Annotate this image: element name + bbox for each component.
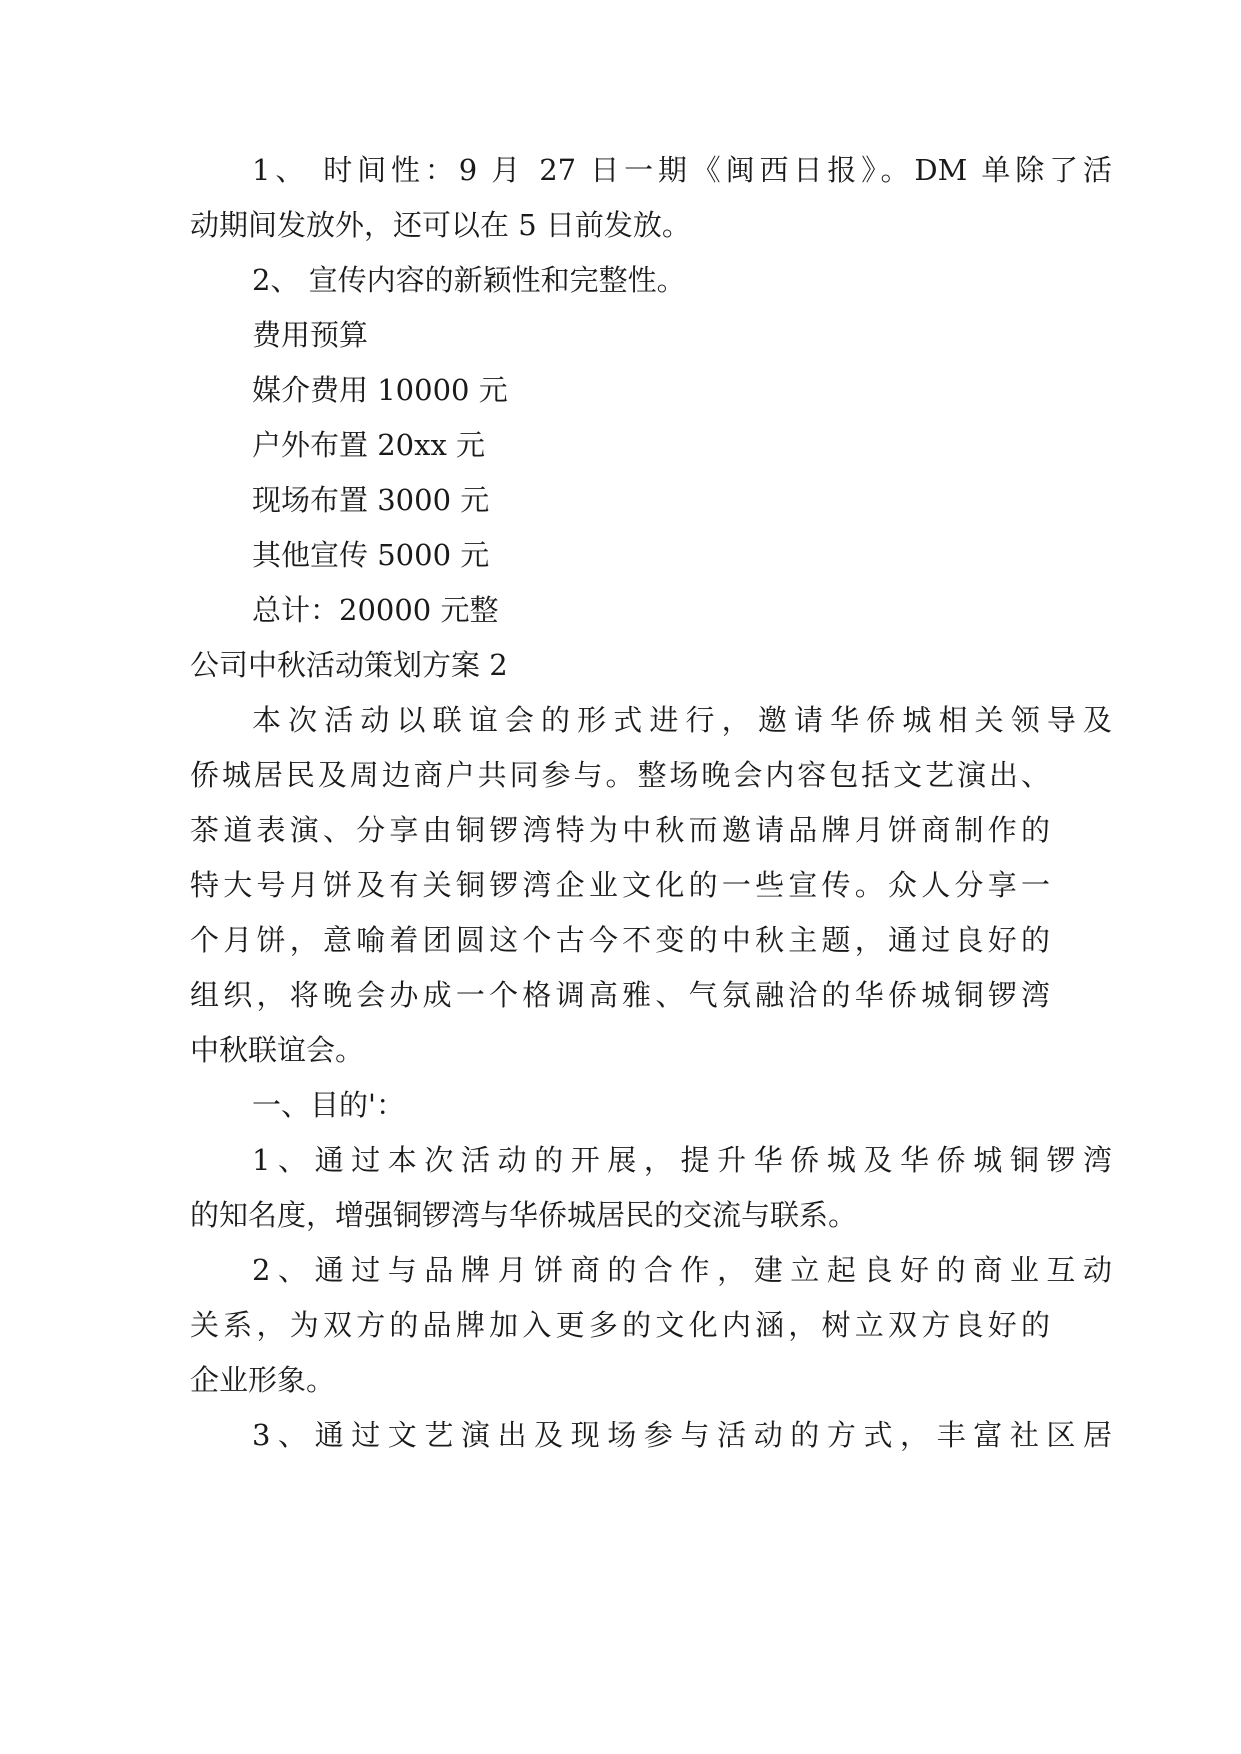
text-line: 费用预算 xyxy=(252,318,369,352)
text-line: 1、通过本次活动的开展，提升华侨城及华侨城铜锣湾 xyxy=(252,1143,1112,1177)
text-line: 本次活动以联谊会的形式进行，邀请华侨城相关领导及 xyxy=(252,703,1112,737)
text-line: 其他宣传 5000 元 xyxy=(252,538,490,572)
text-line: 组织，将晚会办成一个格调高雅、气氛融洽的华侨城铜锣湾 xyxy=(190,978,1050,1012)
text-line: 动期间发放外，还可以在 5 日前发放。 xyxy=(190,208,691,242)
section-heading: 公司中秋活动策划方案 2 xyxy=(190,648,508,682)
text-line: 茶道表演、分享由铜锣湾特为中秋而邀请品牌月饼商制作的 xyxy=(190,813,1050,847)
text-line: 3、通过文艺演出及现场参与活动的方式，丰富社区居 xyxy=(252,1418,1112,1452)
text-line: 媒介费用 10000 元 xyxy=(252,373,508,407)
text-line: 的知名度，增强铜锣湾与华侨城居民的交流与联系。 xyxy=(190,1198,858,1232)
text-line: 总计：20000 元整 xyxy=(252,593,499,627)
text-line: 户外布置 20xx 元 xyxy=(252,428,486,462)
text-line: 中秋联谊会。 xyxy=(190,1033,365,1067)
text-line: 1、 时间性：9 月 27 日一期《闽西日报》。DM 单除了活 xyxy=(252,153,1112,187)
text-line: 关系，为双方的品牌加入更多的文化内涵，树立双方良好的 xyxy=(190,1308,1050,1342)
text-line: 特大号月饼及有关铜锣湾企业文化的一些宣传。众人分享一 xyxy=(190,868,1050,902)
text-line: 2、通过与品牌月饼商的合作，建立起良好的商业互动 xyxy=(252,1253,1112,1287)
text-line: 侨城居民及周边商户共同参与。整场晚会内容包括文艺演出、 xyxy=(190,758,1050,792)
text-line: 一、目的'： xyxy=(252,1088,405,1122)
text-line: 现场布置 3000 元 xyxy=(252,483,490,517)
text-line: 企业形象。 xyxy=(190,1363,336,1397)
text-line: 2、 宣传内容的新颖性和完整性。 xyxy=(252,263,686,297)
text-line: 个月饼，意喻着团圆这个古今不变的中秋主题，通过良好的 xyxy=(190,923,1050,957)
